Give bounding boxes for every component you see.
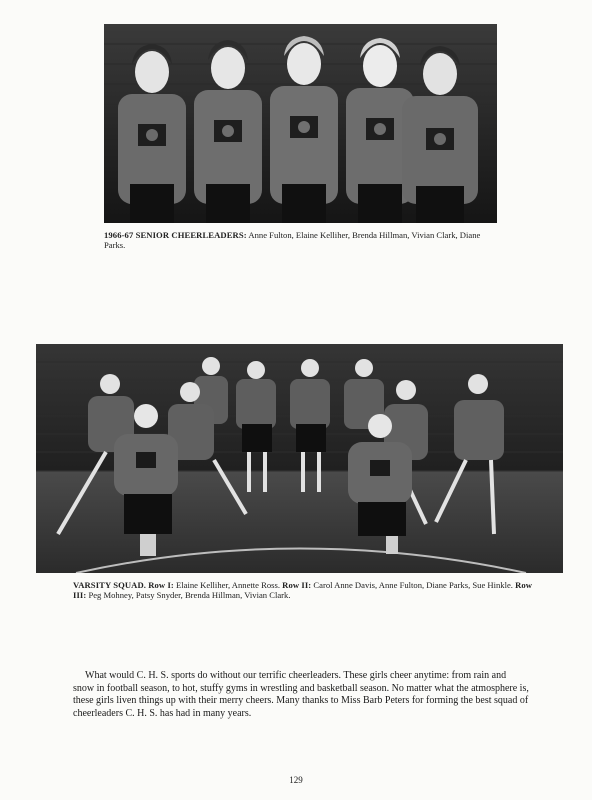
senior-cheerleaders-photo: [104, 24, 497, 223]
row3-label: Row III:: [73, 580, 533, 600]
varsity-caption-heading: VARSITY SQUAD.: [73, 580, 147, 590]
senior-photo-caption: [104, 230, 502, 250]
row2-names: Carol Anne Davis, Anne Fulton, Diane Parks, Sue Hinkle.: [313, 580, 513, 590]
page-number: 129: [289, 775, 303, 785]
row1-label: Row I:: [148, 580, 174, 590]
body-paragraph: What would C. H. S. sports do without our terrific cheerleaders. These girls cheer anytime: from rain and snow in football season, to hot, stuffy gyms in wrestling and basketball season. No matter what the atmosphere is, these girls liven things up with their merry cheers. Many thanks to Miss Barb Peters for forming the best squad of cheerleaders C. H. S. has had in many years.: [73, 670, 529, 719]
varsity-photo-caption: [73, 580, 533, 600]
row1-names: Elaine Kelliher, Annette Ross.: [176, 580, 280, 590]
senior-caption-heading: 1966-67 SENIOR CHEERLEADERS:: [104, 230, 247, 240]
varsity-squad-photo: [36, 344, 563, 573]
row2-label: Row II:: [282, 580, 312, 590]
row3-names: Peg Mohney, Patsy Snyder, Brenda Hillman, Vivian Clark.: [88, 590, 291, 600]
senior-caption-names: Anne Fulton, Elaine Kelliher, Brenda Hillman, Vivian Clark, Diane Parks.: [104, 230, 481, 250]
